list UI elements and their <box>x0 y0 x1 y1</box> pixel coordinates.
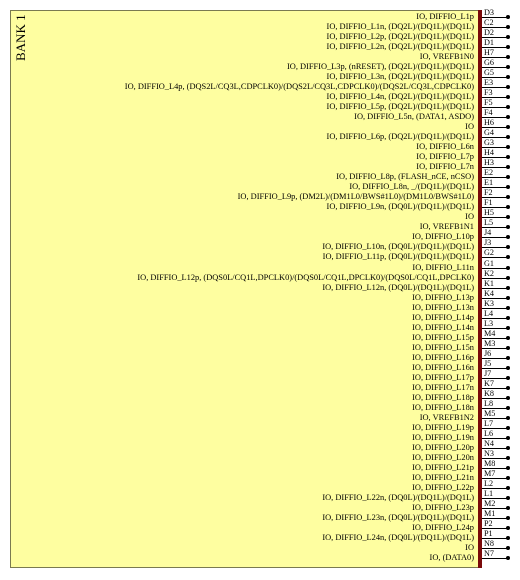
pin-number-label: L5 <box>484 218 494 228</box>
pin-signal-label: IO, DIFFIO_L21n <box>412 472 474 482</box>
pin-terminal-dot[interactable] <box>506 526 510 530</box>
pin-signal-label: IO, DIFFIO_L17p <box>412 372 474 382</box>
pin-terminal-dot[interactable] <box>506 205 510 209</box>
pin-terminal-dot[interactable] <box>506 155 510 159</box>
pin-number-label: G5 <box>484 68 495 78</box>
pin-signal-label: IO, DIFFIO_L16p <box>412 352 474 362</box>
pin-number-label: L2 <box>484 478 494 488</box>
pin-number-label: M5 <box>484 408 496 418</box>
pin-terminal-dot[interactable] <box>506 296 510 300</box>
pin-signal-label: IO, DIFFIO_L10p <box>412 232 474 242</box>
pin-signal-label: IO, DIFFIO_L24p <box>412 523 474 533</box>
pin-terminal-dot[interactable] <box>506 225 510 229</box>
pin-signal-label: IO, DIFFIO_L7n <box>416 162 474 172</box>
pin-signal-label: IO <box>465 212 474 222</box>
pin-signal-label: IO, DIFFIO_L10n, (DQ0L)/(DQ1L)/(DQ1L) <box>322 242 474 252</box>
pin-number-label: H5 <box>484 208 495 218</box>
pin-terminal-dot[interactable] <box>506 35 510 39</box>
pin-terminal-dot[interactable] <box>506 456 510 460</box>
pin-terminal-dot[interactable] <box>506 105 510 109</box>
pin-number-label: D2 <box>484 28 495 38</box>
pin-signal-label: IO, DIFFIO_L22p <box>412 482 474 492</box>
pin-number-label: K1 <box>484 278 495 288</box>
pin-terminal-dot[interactable] <box>506 336 510 340</box>
pin-signal-label: IO, DIFFIO_L22n, (DQ0L)/(DQ1L)/(DQ1L) <box>322 492 474 502</box>
pin-terminal-dot[interactable] <box>506 55 510 59</box>
pin-terminal-dot[interactable] <box>506 195 510 199</box>
pin-signal-label: IO, DIFFIO_L15n <box>412 342 474 352</box>
pin-signal-label: IO, DIFFIO_L18n <box>412 402 474 412</box>
pin-number-label: H6 <box>484 118 495 128</box>
pin-edge-bar <box>478 10 482 568</box>
pin-number-label: E1 <box>484 178 494 188</box>
pin-signal-label: IO, DIFFIO_L23n, (DQ0L)/(DQ1L)/(DQ1L) <box>322 513 474 522</box>
pin-number-label: K3 <box>484 298 495 308</box>
pin-number-label: D3 <box>484 8 495 17</box>
pin-terminal-dot[interactable] <box>506 486 510 490</box>
pin-signal-label: IO, DIFFIO_L15p <box>412 332 474 342</box>
pin-signal-label: IO, DIFFIO_L20n <box>412 452 474 462</box>
pin-number-label: L6 <box>484 428 494 438</box>
pin-terminal-dot[interactable] <box>506 396 510 400</box>
pin-signal-label: IO, DIFFIO_L17n <box>412 382 474 392</box>
pin-number-label: K4 <box>484 288 495 298</box>
pin-terminal-dot[interactable] <box>506 356 510 360</box>
pin-number-label: M8 <box>484 458 496 468</box>
pin-number-label: N8 <box>484 539 495 549</box>
pin-number-label: E3 <box>484 78 494 88</box>
pin-number-label: C2 <box>484 18 494 28</box>
pin-number-label: F5 <box>484 98 493 108</box>
pin-terminal-dot[interactable] <box>506 255 510 259</box>
pin-number-label: F4 <box>484 108 493 118</box>
pin-terminal-dot[interactable] <box>506 496 510 500</box>
pin-number-label: L8 <box>484 398 494 408</box>
pin-number-label: G2 <box>484 248 495 258</box>
pin-signal-label: IO, DIFFIO_L14p <box>412 312 474 322</box>
pin-signal-label: IO <box>465 543 474 553</box>
pin-terminal-dot[interactable] <box>506 175 510 179</box>
pin-terminal-dot[interactable] <box>506 286 510 290</box>
pin-terminal-dot[interactable] <box>506 516 510 520</box>
pin-terminal-dot[interactable] <box>506 556 510 560</box>
pin-signal-label: IO, (DATA0) <box>429 553 474 563</box>
pin-signal-label: IO, DIFFIO_L12n, (DQ0L)/(DQ1L)/(DQ1L) <box>322 282 474 292</box>
pin-terminal-dot[interactable] <box>506 25 510 29</box>
pin-terminal-dot[interactable] <box>506 266 510 270</box>
pin-signal-label: IO, DIFFIO_L6n <box>416 142 474 152</box>
pin-number-label: H7 <box>484 48 495 58</box>
pin-terminal-dot[interactable] <box>506 406 510 410</box>
pin-terminal-dot[interactable] <box>506 185 510 189</box>
pin-signal-label: IO, DIFFIO_L9p, (DM2L)/(DM1L0/BWS#1L0)/(DM1L0/BWS#1L0) <box>237 192 474 202</box>
pin-number-label: N3 <box>484 448 495 458</box>
pin-signal-label: IO, DIFFIO_L4n, (DQ2L)/(DQ1L)/(DQ1L) <box>326 92 474 102</box>
pin-terminal-dot[interactable] <box>506 276 510 280</box>
pin-terminal-dot[interactable] <box>506 75 510 79</box>
pin-terminal-dot[interactable] <box>506 135 510 139</box>
pin-terminal-dot[interactable] <box>506 536 510 540</box>
pin-signal-label: IO, DIFFIO_L3p, (nRESET), (DQ2L)/(DQ1L)/(DQ1L) <box>286 62 474 72</box>
pin-signal-label: IO, DIFFIO_L20p <box>412 442 474 452</box>
pin-terminal-dot[interactable] <box>506 45 510 49</box>
pin-signal-label: IO, DIFFIO_L9n, (DQ0L)/(DQ1L)/(DQ1L) <box>326 202 474 212</box>
pin-number-label: H3 <box>484 158 495 168</box>
pin-signal-label: IO, DIFFIO_L4p, (DQS2L/CQ3L,CDPCLK0)/(DQS2L/CQ3L,CDPCLK0)/(DQS2L/CQ3L,CDPCLK0) <box>124 82 474 92</box>
pin-number-label: F3 <box>484 88 493 98</box>
pin-terminal-dot[interactable] <box>506 346 510 350</box>
pin-number-label: M2 <box>484 498 496 508</box>
pin-number-label: F2 <box>484 188 493 198</box>
pin-signal-label: IO, DIFFIO_L6p, (DQ2L)/(DQ1L)/(DQ1L) <box>326 132 474 142</box>
pin-terminal-dot[interactable] <box>506 245 510 249</box>
pin-number-label: L7 <box>484 418 494 428</box>
pin-number-label: P2 <box>484 519 493 529</box>
pin-number-label: L4 <box>484 308 494 318</box>
pin-number-label: N7 <box>484 549 495 559</box>
pin-signal-label: IO, DIFFIO_L7p <box>416 152 474 162</box>
pin-terminal-dot[interactable] <box>506 436 510 440</box>
pin-number-label: J7 <box>484 368 492 378</box>
pin-signal-label: IO, DIFFIO_L1p <box>416 12 474 21</box>
pin-number-label: L3 <box>484 318 494 328</box>
pin-signal-label: IO, DIFFIO_L16n <box>412 362 474 372</box>
pin-signal-label: IO, DIFFIO_L2n, (DQ2L)/(DQ1L)/(DQ1L) <box>326 42 474 52</box>
pin-terminal-dot[interactable] <box>506 115 510 119</box>
pin-terminal-dot[interactable] <box>506 386 510 390</box>
pin-terminal-dot[interactable] <box>506 376 510 380</box>
pin-signal-label: IO, DIFFIO_L11p, (DQ0L)/(DQ1L)/(DQ1L) <box>322 252 474 262</box>
pin-number-label: N4 <box>484 438 495 448</box>
pin-number-label: M1 <box>484 509 496 518</box>
pin-signal-label: IO, DIFFIO_L18p <box>412 392 474 402</box>
pin-number-label: D1 <box>484 38 495 48</box>
pin-signal-label: IO, VREFB1N1 <box>419 222 474 232</box>
pin-signal-label: IO, DIFFIO_L13n <box>412 302 474 312</box>
pin-terminal-dot[interactable] <box>506 165 510 169</box>
pin-number-label: H4 <box>484 148 495 158</box>
pin-signal-label: IO, DIFFIO_L2p, (DQ2L)/(DQ1L)/(DQ1L) <box>326 32 474 42</box>
pin-signal-label: IO <box>465 122 474 132</box>
pin-terminal-dot[interactable] <box>506 125 510 129</box>
pin-terminal-dot[interactable] <box>506 446 510 450</box>
pin-terminal-dot[interactable] <box>506 85 510 89</box>
pin-signal-label: IO, VREFB1N2 <box>419 412 474 422</box>
pin-number-label: P1 <box>484 529 493 539</box>
pin-signal-label: IO, DIFFIO_L11n <box>412 262 474 272</box>
pin-terminal-dot[interactable] <box>506 546 510 550</box>
pin-number-label: G3 <box>484 138 495 148</box>
pin-terminal-dot[interactable] <box>506 316 510 320</box>
pin-signal-label: IO, DIFFIO_L19n <box>412 432 474 442</box>
pin-terminal-dot[interactable] <box>506 426 510 430</box>
bank-title: BANK 1 <box>13 14 28 61</box>
pin-number-label: G1 <box>484 258 495 268</box>
pin-number-label: L1 <box>484 488 494 498</box>
pin-number-label: K7 <box>484 378 495 388</box>
pin-terminal-dot[interactable] <box>506 366 510 370</box>
pin-signal-label: IO, DIFFIO_L5n, (DATA1, ASDO) <box>354 112 474 122</box>
pin-number-label: J4 <box>484 228 492 238</box>
pin-number-label: J3 <box>484 238 492 248</box>
pin-number-label: G6 <box>484 58 495 68</box>
pin-signal-label: IO, DIFFIO_L14n <box>412 322 474 332</box>
pin-signal-label: IO, DIFFIO_L8n, _/(DQ1L)/(DQ1L) <box>349 182 474 192</box>
pin-signal-label: IO, DIFFIO_L1n, (DQ2L)/(DQ1L)/(DQ1L) <box>326 22 474 32</box>
pin-terminal-dot[interactable] <box>506 15 510 19</box>
pin-terminal-dot[interactable] <box>506 306 510 310</box>
pin-terminal-dot[interactable] <box>506 326 510 330</box>
pin-number-label: M4 <box>484 328 496 338</box>
pin-terminal-dot[interactable] <box>506 466 510 470</box>
pin-number-label: K8 <box>484 388 495 398</box>
pin-terminal-dot[interactable] <box>506 215 510 219</box>
pin-signal-label: IO, DIFFIO_L19p <box>412 422 474 432</box>
pin-wire <box>482 558 508 559</box>
pin-number-label: J6 <box>484 348 492 358</box>
pin-number-label: F1 <box>484 198 493 208</box>
pin-terminal-dot[interactable] <box>506 65 510 69</box>
pin-terminal-dot[interactable] <box>506 235 510 239</box>
pin-signal-label: IO, DIFFIO_L5p, (DQ2L)/(DQ1L)/(DQ1L) <box>326 102 474 112</box>
pin-number-label: K2 <box>484 268 495 278</box>
pin-number-label: M7 <box>484 468 496 478</box>
pin-terminal-dot[interactable] <box>506 416 510 420</box>
pin-signal-label: IO, DIFFIO_L8p, (FLASH_nCE, nCSO) <box>336 172 474 182</box>
pin-terminal-dot[interactable] <box>506 95 510 99</box>
pin-signal-label: IO, DIFFIO_L21p <box>412 462 474 472</box>
pin-terminal-dot[interactable] <box>506 145 510 149</box>
pin-number-label: J5 <box>484 358 492 368</box>
pin-signal-label: IO, DIFFIO_L3n, (DQ2L)/(DQ1L)/(DQ1L) <box>326 72 474 82</box>
pin-signal-label: IO, VREFB1N0 <box>419 52 474 62</box>
pin-signal-label: IO, DIFFIO_L23p <box>412 502 474 512</box>
pin-number-label: G4 <box>484 128 495 138</box>
pin-terminal-dot[interactable] <box>506 476 510 480</box>
pin-signal-label: IO, DIFFIO_L13p <box>412 292 474 302</box>
pin-number-label: M3 <box>484 338 496 348</box>
pin-terminal-dot[interactable] <box>506 506 510 510</box>
pin-number-label: E2 <box>484 168 494 178</box>
pin-signal-label: IO, DIFFIO_L24n, (DQ0L)/(DQ1L)/(DQ1L) <box>322 533 474 543</box>
pin-signal-label: IO, DIFFIO_L12p, (DQS0L/CQ1L,DPCLK0)/(DQS0L/CQ1L,DPCLK0)/(DQS0L/CQ1L,DPCLK0) <box>137 272 474 282</box>
